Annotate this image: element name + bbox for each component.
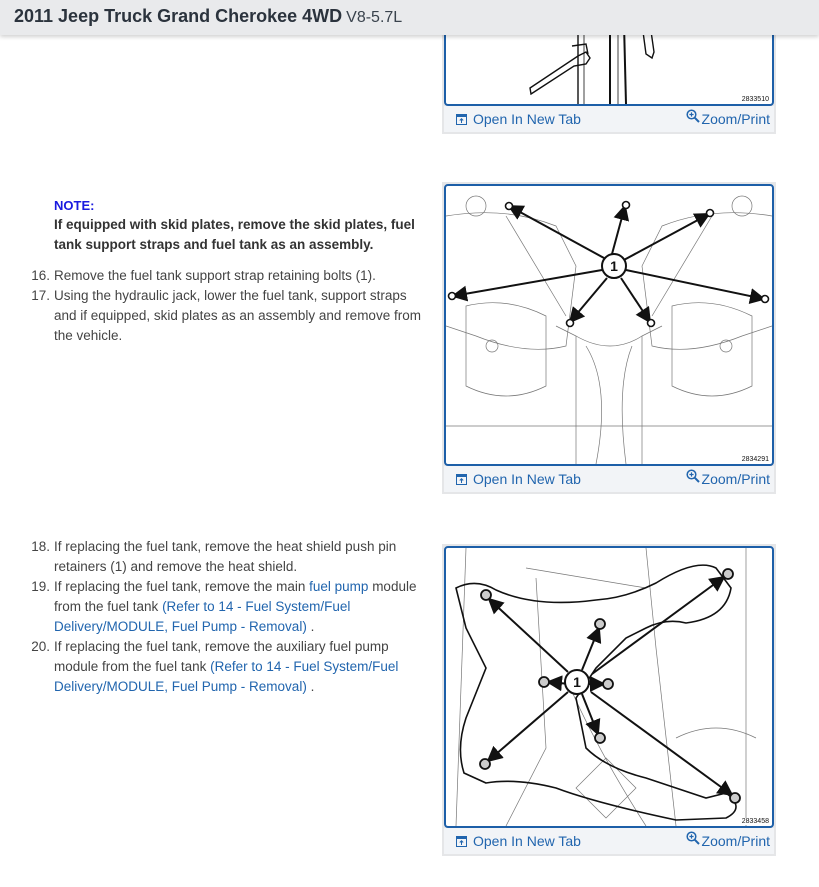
figure-toolbar bbox=[444, 466, 774, 494]
zoom-print-link[interactable]: Zoom/Print bbox=[686, 111, 770, 127]
figure-id: 2833510 bbox=[741, 96, 769, 103]
vehicle-title bbox=[14, 6, 402, 27]
figure-id: 2834291 bbox=[741, 456, 769, 463]
step-19: 19. If replacing the fuel tank, remove the main fuel pump module from the fuel tank (Refer to 14 - Fuel System/Fuel Delivery/MODULE, Fuel Pump - Removal) . bbox=[31, 579, 417, 634]
open-in-new-tab-link[interactable]: Open In New Tab bbox=[456, 111, 581, 127]
page-header bbox=[0, 0, 819, 35]
callout-1: 1 bbox=[610, 258, 618, 274]
diagram-fuel-tank-strap bbox=[446, 24, 772, 104]
callout-1: 1 bbox=[573, 674, 581, 690]
diagram-heat-shield-retainers bbox=[446, 548, 772, 826]
figure-2834291 bbox=[442, 182, 776, 494]
step-20: 20. If replacing the fuel tank, remove the auxiliary fuel pump module from the fuel tank (Refer to 14 - Fuel System/Fuel Delivery/MODULE, Fuel Pump - Removal) . bbox=[31, 639, 399, 694]
step-18: 18. If replacing the fuel tank, remove the heat shield push pin retainers (1) and remove the heat shield. bbox=[31, 539, 397, 574]
figure-toolbar bbox=[444, 106, 774, 134]
refer-fuel-pump-removal-link[interactable]: (Refer to 14 - Fuel System/Fuel Delivery/MODULE, Fuel Pump - Removal) bbox=[54, 659, 399, 694]
refer-fuel-pump-removal-link[interactable]: (Refer to 14 - Fuel System/Fuel Delivery/MODULE, Fuel Pump - Removal) bbox=[54, 599, 351, 634]
diagram-fuel-tank-support-bolts bbox=[446, 186, 772, 464]
step-16: 16. Remove the fuel tank support strap retaining bolts (1). bbox=[31, 268, 376, 283]
zoom-in-icon bbox=[686, 831, 700, 845]
fuel-pump-link[interactable]: fuel pump bbox=[309, 579, 369, 594]
open-new-tab-icon bbox=[456, 836, 467, 847]
step-17: 17. Using the hydraulic jack, lower the fuel tank, support straps and if equipped, skid plates as an assembly and remove from the vehicle. bbox=[31, 288, 421, 343]
steps-list-1 bbox=[18, 266, 428, 346]
figure-image[interactable] bbox=[444, 184, 774, 466]
zoom-print-link[interactable]: Zoom/Print bbox=[686, 833, 770, 849]
note-label: NOTE: bbox=[54, 198, 95, 213]
figure-image[interactable] bbox=[444, 546, 774, 828]
vehicle-engine: V8-5.7L bbox=[346, 9, 403, 26]
open-new-tab-icon bbox=[456, 474, 467, 485]
figure-2833510 bbox=[442, 20, 776, 134]
open-in-new-tab-link[interactable]: Open In New Tab bbox=[456, 833, 581, 849]
note-text: If equipped with skid plates, remove the skid plates, fuel tank support straps and fuel tank as an assembly. bbox=[54, 217, 415, 252]
figure-id: 2833458 bbox=[741, 818, 769, 825]
zoom-in-icon bbox=[686, 109, 700, 123]
steps-list-2 bbox=[18, 537, 428, 697]
open-in-new-tab-link[interactable]: Open In New Tab bbox=[456, 471, 581, 487]
figure-toolbar bbox=[444, 828, 774, 856]
zoom-print-link[interactable]: Zoom/Print bbox=[686, 471, 770, 487]
open-new-tab-icon bbox=[456, 114, 467, 125]
zoom-in-icon bbox=[686, 469, 700, 483]
vehicle-name: 2011 Jeep Truck Grand Cherokee 4WD bbox=[14, 6, 343, 26]
figure-2833458 bbox=[442, 544, 776, 856]
